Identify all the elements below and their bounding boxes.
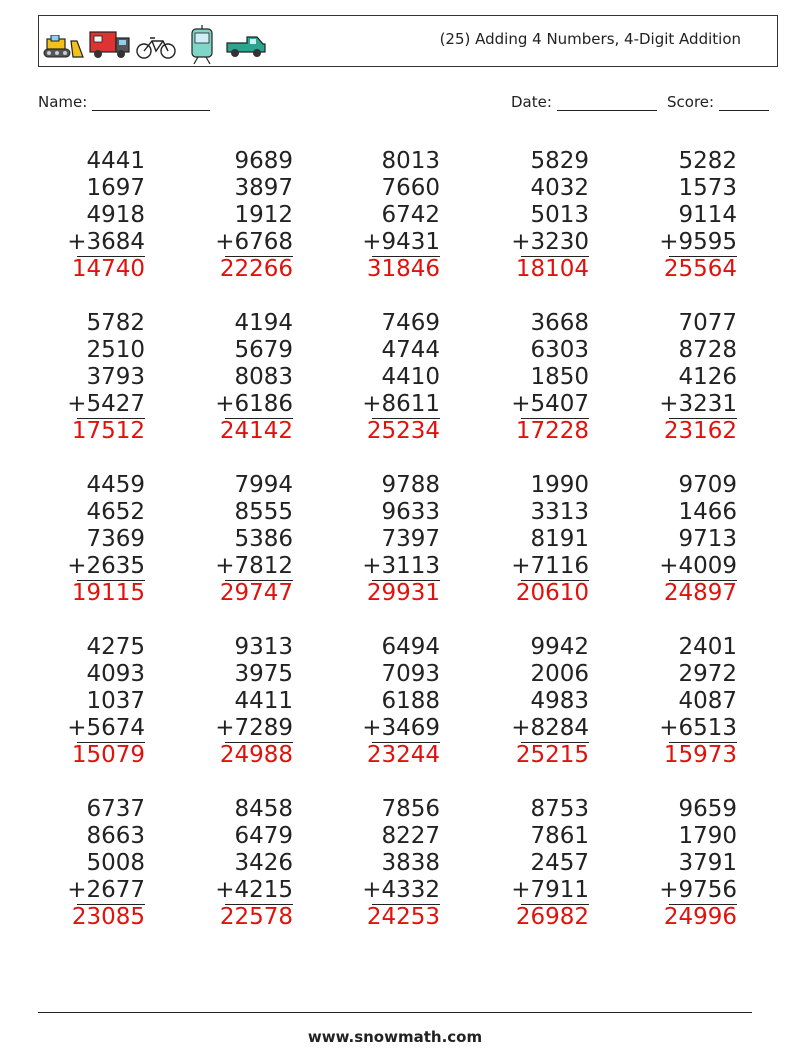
score-field[interactable] [667, 93, 769, 111]
addend-2: 2006 [530, 661, 589, 687]
addend-1: 7994 [234, 472, 293, 498]
addend-1: 5782 [86, 310, 145, 336]
addend-1: 4194 [234, 310, 293, 336]
addend-1: 5282 [678, 148, 737, 174]
bicycle-icon [135, 35, 177, 61]
addend-3: 3838 [381, 850, 440, 876]
addend-2: 8728 [678, 337, 737, 363]
answer: 24253 [366, 904, 440, 930]
addend-1: 9709 [678, 472, 737, 498]
addend-1: 9689 [234, 148, 293, 174]
answer: 29931 [366, 580, 440, 606]
answer: 22266 [219, 256, 293, 282]
addend-2: 1573 [678, 175, 737, 201]
answer: 24142 [219, 418, 293, 444]
addend-1: 1990 [530, 472, 589, 498]
addend-3: 8083 [234, 364, 293, 390]
addend-3: 1912 [234, 202, 293, 228]
addend-4: +6513 [659, 715, 737, 741]
addend-4: +4215 [215, 877, 293, 903]
addend-3: 3791 [678, 850, 737, 876]
addend-1: 7469 [381, 310, 440, 336]
addend-3: 4087 [678, 688, 737, 714]
addend-4: +2677 [67, 877, 145, 903]
answer: 24996 [663, 904, 737, 930]
addend-1: 4275 [86, 634, 145, 660]
addend-4: +7812 [215, 553, 293, 579]
answer: 17512 [71, 418, 145, 444]
addend-3: 7397 [381, 526, 440, 552]
addend-1: 4441 [86, 148, 145, 174]
addend-4: +3230 [511, 229, 589, 255]
addend-2: 2510 [86, 337, 145, 363]
addend-4: +6186 [215, 391, 293, 417]
name-line[interactable] [92, 94, 210, 111]
site-url: www.snowmath.com [307, 1028, 483, 1046]
addend-3: 5386 [234, 526, 293, 552]
answer: 31846 [366, 256, 440, 282]
addend-2: 7861 [530, 823, 589, 849]
addend-2: 7093 [381, 661, 440, 687]
score-line[interactable] [719, 94, 769, 111]
footer-divider [38, 1012, 752, 1013]
addend-1: 6737 [86, 796, 145, 822]
addend-4: +4332 [362, 877, 440, 903]
addend-1: 7856 [381, 796, 440, 822]
score-label: Score: [667, 93, 715, 111]
addend-1: 4459 [86, 472, 145, 498]
answer: 25215 [515, 742, 589, 768]
addend-4: +3469 [362, 715, 440, 741]
worksheet-title: (25) Adding 4 Numbers, 4-Digit Addition [439, 30, 741, 48]
addend-4: +3231 [659, 391, 737, 417]
answer: 23244 [366, 742, 440, 768]
addend-2: 4744 [381, 337, 440, 363]
addend-1: 6494 [381, 634, 440, 660]
addend-4: +9756 [659, 877, 737, 903]
addend-4: +9431 [362, 229, 440, 255]
addend-2: 1790 [678, 823, 737, 849]
addend-2: 1466 [678, 499, 737, 525]
addend-1: 8458 [234, 796, 293, 822]
answer: 24988 [219, 742, 293, 768]
name-field[interactable] [38, 93, 210, 111]
answer: 19115 [71, 580, 145, 606]
addend-4: +5674 [67, 715, 145, 741]
addend-1: 9313 [234, 634, 293, 660]
addend-1: 8753 [530, 796, 589, 822]
addend-2: 1697 [86, 175, 145, 201]
addend-3: 4410 [381, 364, 440, 390]
addend-2: 2972 [678, 661, 737, 687]
addend-2: 4652 [86, 499, 145, 525]
answer: 25564 [663, 256, 737, 282]
answer: 25234 [366, 418, 440, 444]
answer: 15079 [71, 742, 145, 768]
bulldozer-icon [43, 35, 85, 59]
addend-1: 7077 [678, 310, 737, 336]
addend-2: 7660 [381, 175, 440, 201]
addend-3: 1850 [530, 364, 589, 390]
answer: 24897 [663, 580, 737, 606]
tram-icon [189, 25, 215, 65]
answer: 18104 [515, 256, 589, 282]
answer: 15973 [663, 742, 737, 768]
addend-3: 1037 [86, 688, 145, 714]
addend-4: +7911 [511, 877, 589, 903]
addend-2: 6303 [530, 337, 589, 363]
worksheet-header [38, 15, 778, 67]
answer: 20610 [515, 580, 589, 606]
addend-2: 8555 [234, 499, 293, 525]
pickup-truck-icon [225, 33, 267, 59]
addend-3: 7369 [86, 526, 145, 552]
addend-1: 2401 [678, 634, 737, 660]
addend-3: 6742 [381, 202, 440, 228]
addend-2: 3975 [234, 661, 293, 687]
addend-4: +3113 [362, 553, 440, 579]
answer: 22578 [219, 904, 293, 930]
addend-4: +5407 [511, 391, 589, 417]
truck-icon [89, 29, 131, 61]
addend-3: 9713 [678, 526, 737, 552]
addend-1: 9659 [678, 796, 737, 822]
date-label: Date: [511, 93, 552, 111]
answer: 17228 [515, 418, 589, 444]
addend-4: +2635 [67, 553, 145, 579]
addend-3: 4918 [86, 202, 145, 228]
addend-4: +7116 [511, 553, 589, 579]
addend-2: 3313 [530, 499, 589, 525]
addend-4: +4009 [659, 553, 737, 579]
addend-4: +9595 [659, 229, 737, 255]
addend-3: 3793 [86, 364, 145, 390]
answer: 14740 [71, 256, 145, 282]
addend-4: +8284 [511, 715, 589, 741]
addend-3: 6188 [381, 688, 440, 714]
addend-4: +5427 [67, 391, 145, 417]
addend-3: 5008 [86, 850, 145, 876]
date-field[interactable] [511, 93, 657, 111]
addend-2: 5679 [234, 337, 293, 363]
addend-3: 4126 [678, 364, 737, 390]
addend-3: 4983 [530, 688, 589, 714]
addend-4: +7289 [215, 715, 293, 741]
addend-2: 9633 [381, 499, 440, 525]
addend-2: 3897 [234, 175, 293, 201]
answer: 23085 [71, 904, 145, 930]
addend-1: 9788 [381, 472, 440, 498]
addend-2: 8663 [86, 823, 145, 849]
addend-1: 9942 [530, 634, 589, 660]
addend-2: 4093 [86, 661, 145, 687]
answer: 29747 [219, 580, 293, 606]
addend-1: 5829 [530, 148, 589, 174]
date-line[interactable] [557, 94, 657, 111]
name-label: Name: [38, 93, 88, 111]
addend-1: 8013 [381, 148, 440, 174]
addend-3: 3426 [234, 850, 293, 876]
addend-3: 2457 [530, 850, 589, 876]
addend-3: 4411 [234, 688, 293, 714]
answer: 23162 [663, 418, 737, 444]
addend-4: +6768 [215, 229, 293, 255]
addend-3: 5013 [530, 202, 589, 228]
addend-3: 9114 [678, 202, 737, 228]
addend-1: 3668 [530, 310, 589, 336]
addend-3: 8191 [530, 526, 589, 552]
addend-2: 4032 [530, 175, 589, 201]
answer: 26982 [515, 904, 589, 930]
addend-2: 8227 [381, 823, 440, 849]
addend-4: +8611 [362, 391, 440, 417]
addend-2: 6479 [234, 823, 293, 849]
addend-4: +3684 [67, 229, 145, 255]
